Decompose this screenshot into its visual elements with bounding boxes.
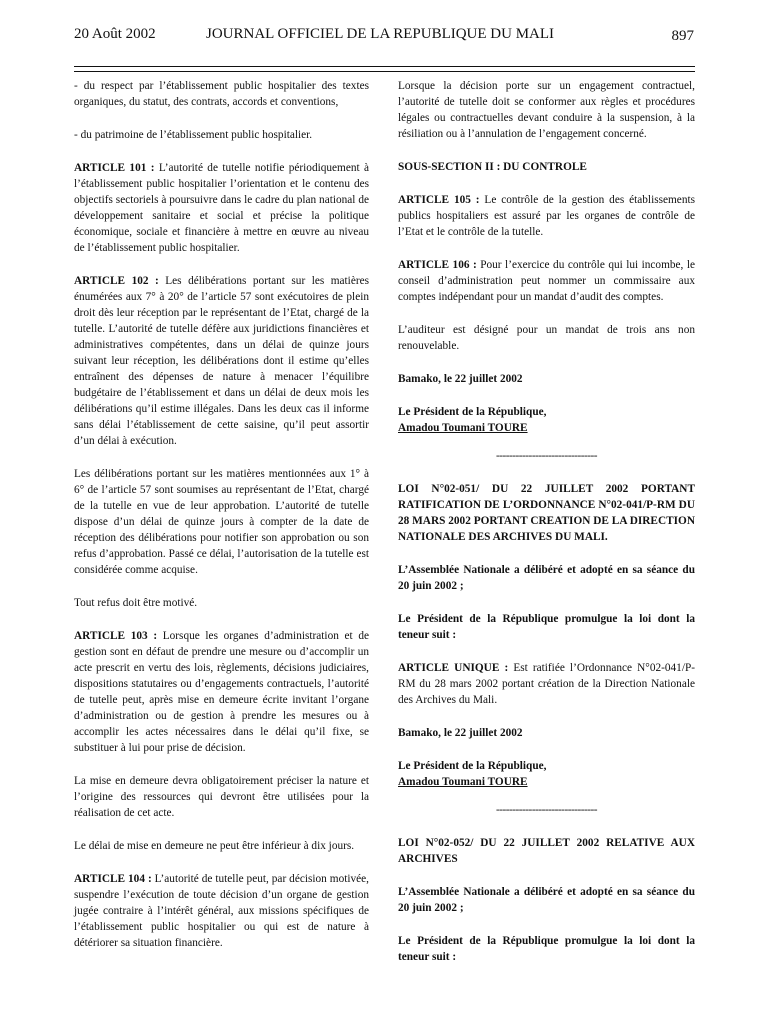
signature-block xyxy=(398,404,695,436)
article-label: ARTICLE 105 : xyxy=(398,194,480,206)
paragraph: La mise en demeure devra obligatoirement préciser la nature et l’origine des ressources qui devront être utilisées pour la réalisation de cet acte. xyxy=(74,775,369,819)
article-104 xyxy=(74,871,369,951)
promulgation-statement: Le Président de la République promulgue la loi dont la teneur suit : xyxy=(398,613,695,641)
article-101 xyxy=(74,160,369,256)
paragraph: Les délibérations portant sur les matières mentionnées aux 1° à 6° de l’article 57 sont soumises au représentant de l’Etat, chargé de la tutelle en vue de leur approbation. L’autorité de tutelle dispose d’un délai de quinze jours à compter de la date de réception des délibérations pour notifier son approbation ou son refus d’approbation. Passé ce délai, l’autorisation de la tutelle est considérée comme acquise. xyxy=(74,468,369,576)
signature-block xyxy=(398,758,695,790)
header-rule-thin xyxy=(74,71,695,72)
president-title: Le Président de la République, xyxy=(398,760,547,772)
header-rule-thick xyxy=(74,66,695,67)
paragraph: - du patrimoine de l’établissement public hospitalier. xyxy=(74,129,313,141)
page-number: 897 xyxy=(671,28,694,44)
separator: ------------------------------- xyxy=(495,804,598,816)
article-label: ARTICLE 106 : xyxy=(398,259,477,271)
article-text: Est ratifiée l’Ordonnance N°02-041/P-RM du 28 mars 2002 portant création de la Direction Nationale des Archives du Mali. xyxy=(398,662,696,706)
article-label: ARTICLE UNIQUE : xyxy=(398,662,509,674)
paragraph: Lorsque la décision porte sur un engagement contractuel, l’autorité de tutelle doit se conformer aux règles et procédures légales ou contractuelles devant conduire à la suspension, à la résiliation ou à l’annulation de l’engagement concerné. xyxy=(398,80,695,140)
left-column xyxy=(74,78,369,968)
assembly-statement: L’Assemblée Nationale a délibéré et adopté en sa séance du 20 juin 2002 ; xyxy=(398,886,695,914)
article-text: L’autorité de tutelle peut, par décision motivée, suspendre l’exécution de toute décision d’un organe de gestion jugée contraire à l’intérêt général, aux missions spécifiques de l’établissement public hospitalier ou qui est de nature à détériorer sa situation financière. xyxy=(74,873,369,949)
signature-place-date: Bamako, le 22 juillet 2002 xyxy=(398,727,523,739)
law-title: LOI N°02-051/ DU 22 JUILLET 2002 PORTANT RATIFICATION DE L’ORDONNANCE N°02-041/P-RM DU 28 MARS 2002 PORTANT CREATION DE LA DIRECTION NATIONALE DES ARCHIVES DU MALI. xyxy=(398,483,695,543)
journal-title: JOURNAL OFFICIEL DE LA REPUBLIQUE DU MALI xyxy=(206,26,555,42)
paragraph: - du respect par l’établissement public hospitalier des textes organiques, du statut, des contrats, accords et conventions, xyxy=(74,80,369,108)
president-name: Amadou Toumani TOURE xyxy=(398,422,528,434)
article-text: Les délibérations portant sur les matières énumérées aux 7° à 20° de l’article 57 sont exécutoires de plein droit dès leur réception par le représentant de l’Etat, chargé de la tutelle. L’autorité de tutelle défère aux juridictions financières et administratives compétentes, dans un délai de quinze jours suivant leur réception, les délibérations dont il estime qu’elles entraînent des dépenses de nature à menacer l’équilibre budgétaire de l’établissement et dans un délai de deux mois les délibérations qu’il estime illégales. Dans les deux cas il informe sans délai l’établissement de cette saisine, qu’il peut assortir d’un délai à exécution. xyxy=(74,275,370,447)
article-text: L’autorité de tutelle notifie périodiquement à l’établissement public hospitalier l’orientation et le contenu des objectifs sectoriels à poursuivre dans le cadre du plan national de développement sanitaire et social et précise la politique économique, sociale et financière à mettre en œuvre au niveau de l’établissement public hospitalier. xyxy=(74,162,369,254)
article-text: Pour l’exercice du contrôle qui lui incombe, le conseil d’administration peut nommer un commissaire aux comptes indépendant pour un mandat d’audit des comptes. xyxy=(398,259,695,303)
article-label: ARTICLE 102 : xyxy=(74,275,159,287)
article-102 xyxy=(74,273,369,449)
paragraph: Le délai de mise en demeure ne peut être inférieur à dix jours. xyxy=(74,840,355,852)
article-unique xyxy=(398,660,695,708)
paragraph: L’auditeur est désigné pour un mandat de trois ans non renouvelable. xyxy=(398,324,695,352)
president-title: Le Président de la République, xyxy=(398,406,547,418)
header-date: 20 Août 2002 xyxy=(74,26,156,42)
sous-section-heading: SOUS-SECTION II : DU CONTROLE xyxy=(398,161,587,173)
separator: ------------------------------- xyxy=(495,450,598,462)
president-name: Amadou Toumani TOURE xyxy=(398,776,528,788)
article-103 xyxy=(74,628,369,756)
article-label: ARTICLE 101 : xyxy=(74,162,155,174)
promulgation-statement: Le Président de la République promulgue la loi dont la teneur suit : xyxy=(398,935,695,963)
article-label: ARTICLE 104 : xyxy=(74,873,152,885)
page-header xyxy=(74,26,694,48)
signature-place-date: Bamako, le 22 juillet 2002 xyxy=(398,373,523,385)
right-column xyxy=(398,78,695,982)
paragraph: Tout refus doit être motivé. xyxy=(74,597,198,609)
article-label: ARTICLE 103 : xyxy=(74,630,158,642)
article-105 xyxy=(398,192,695,240)
article-106 xyxy=(398,257,695,305)
law-title: LOI N°02-052/ DU 22 JUILLET 2002 RELATIVE AUX ARCHIVES xyxy=(398,837,695,865)
assembly-statement: L’Assemblée Nationale a délibéré et adopté en sa séance du 20 juin 2002 ; xyxy=(398,564,695,592)
article-text: Lorsque les organes d’administration et de gestion sont en défaut de prendre une mesure ou d’accomplir un acte prescrit en vertu des lois, règlements, décisions judiciaires, dispositions statutaires ou d’engagements contractuels, l’autorité de tutelle peut, après mise en demeure écrite invitant l’organe d’administration ou de gestion à prendre les mesures ou à accomplir les actes nécessaires dans le délai qu’il fixe, se substituer à lui pour prise de décision. xyxy=(74,630,369,754)
article-text: Le contrôle de la gestion des établissements publics hospitaliers est assuré par les organes de contrôle de l’Etat et le contrôle de la tutelle. xyxy=(398,194,695,238)
